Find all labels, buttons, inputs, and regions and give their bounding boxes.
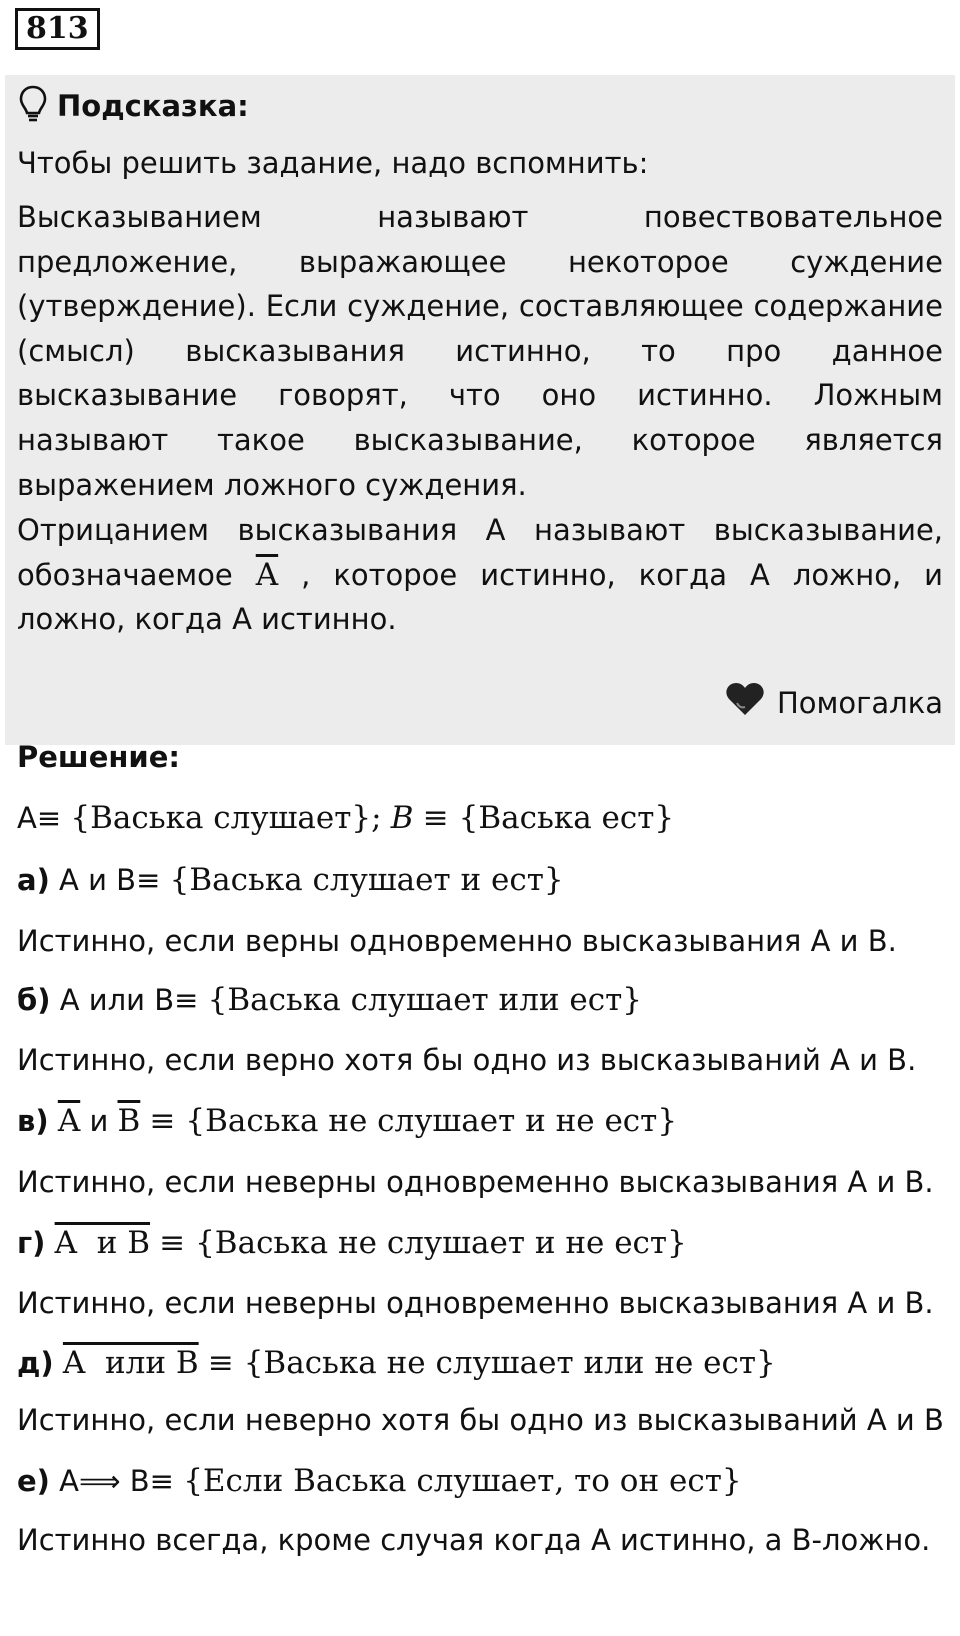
item-g	[17, 1225, 957, 1261]
item-d-text: Истинно, если неверно хотя бы одно из высказываний А и В	[17, 1403, 944, 1437]
solution-heading: Решение:	[17, 740, 181, 774]
item-e	[17, 1463, 957, 1499]
solution-definitions	[17, 800, 957, 836]
negation-text-start: Отрицанием высказывания А называют высказывание, обозначаемое	[17, 513, 943, 592]
item-e-label: е)	[17, 1464, 50, 1498]
hint-paragraph-negation	[17, 508, 943, 642]
brand	[725, 681, 943, 724]
negation-text-end: , которое истинно, когда А ложно, и ложно, когда А истинно.	[17, 557, 944, 637]
item-v-label: в)	[17, 1104, 49, 1138]
item-g-text: Истинно, если неверны одновременно высказывания А и В.	[17, 1286, 934, 1320]
lightbulb-icon	[19, 85, 47, 127]
item-g-set: ≡ {Васька не слушает и не ест}	[159, 1225, 687, 1261]
item-e-text: Истинно всегда, кроме случая когда А истинно, а В-ложно.	[17, 1523, 931, 1557]
hint-header	[19, 85, 249, 127]
item-a-text: Истинно, если верны одновременно высказывания А и В.	[17, 924, 897, 958]
item-g-expr: A и B	[54, 1225, 151, 1261]
hint-paragraph-definition: Высказыванием называют повествовательное предложение, выражающее некоторое суждение (утверждение). Если суждение, составляющее содержание (смысл) высказывания истинно, то про данное высказывание говорят, что оно истинно. Ложным называют такое высказывание, которое является выражением ложного суждения.	[17, 200, 943, 502]
item-b	[17, 982, 957, 1018]
item-a-label: а)	[17, 863, 50, 897]
item-d-expr: A или B	[62, 1345, 199, 1381]
hint-panel	[5, 75, 955, 745]
item-v-and: и	[89, 1104, 109, 1138]
item-b-text: Истинно, если верно хотя бы одно из высказываний А и В.	[17, 1043, 917, 1077]
brand-name: Помогалка	[777, 685, 943, 720]
item-b-set: {Васька слушает или ест}	[207, 982, 642, 1018]
def-b-var: B	[390, 800, 414, 836]
item-v-a: $\overline{A}$	[57, 1103, 81, 1139]
item-v-text: Истинно, если неверны одновременно высказывания А и В.	[17, 1165, 934, 1199]
item-v	[17, 1103, 957, 1139]
def-a-set: {Васька слушает};	[70, 800, 382, 836]
hint-intro: Чтобы решить задание, надо вспомнить:	[17, 146, 649, 180]
item-d-label: д)	[17, 1346, 54, 1380]
item-b-label: б)	[17, 983, 51, 1017]
task-number: 813	[15, 8, 100, 50]
heart-icon	[725, 681, 765, 724]
hint-title: Подсказка:	[57, 89, 249, 123]
item-v-b: $\overline{B}$	[117, 1103, 141, 1139]
item-a-set: {Васька слушает и ест}	[169, 862, 564, 898]
item-a	[17, 862, 957, 898]
item-e-set: {Если Васька слушает, то он ест}	[183, 1463, 742, 1499]
item-d-set: ≡ {Васька не слушает или не ест}	[207, 1345, 776, 1381]
def-b-set: ≡ {Васька ест}	[422, 800, 675, 836]
item-e-expr: А⟹ В≡	[59, 1464, 174, 1498]
item-v-set: ≡ {Васька не слушает и не ест}	[149, 1103, 678, 1139]
def-a: А≡	[17, 801, 62, 835]
item-a-expr: А и В≡	[59, 863, 161, 897]
item-d	[17, 1345, 957, 1381]
item-g-label: г)	[17, 1226, 46, 1260]
negation-symbol: $\overline{A}$	[255, 556, 279, 593]
item-b-expr: А или В≡	[59, 983, 199, 1017]
